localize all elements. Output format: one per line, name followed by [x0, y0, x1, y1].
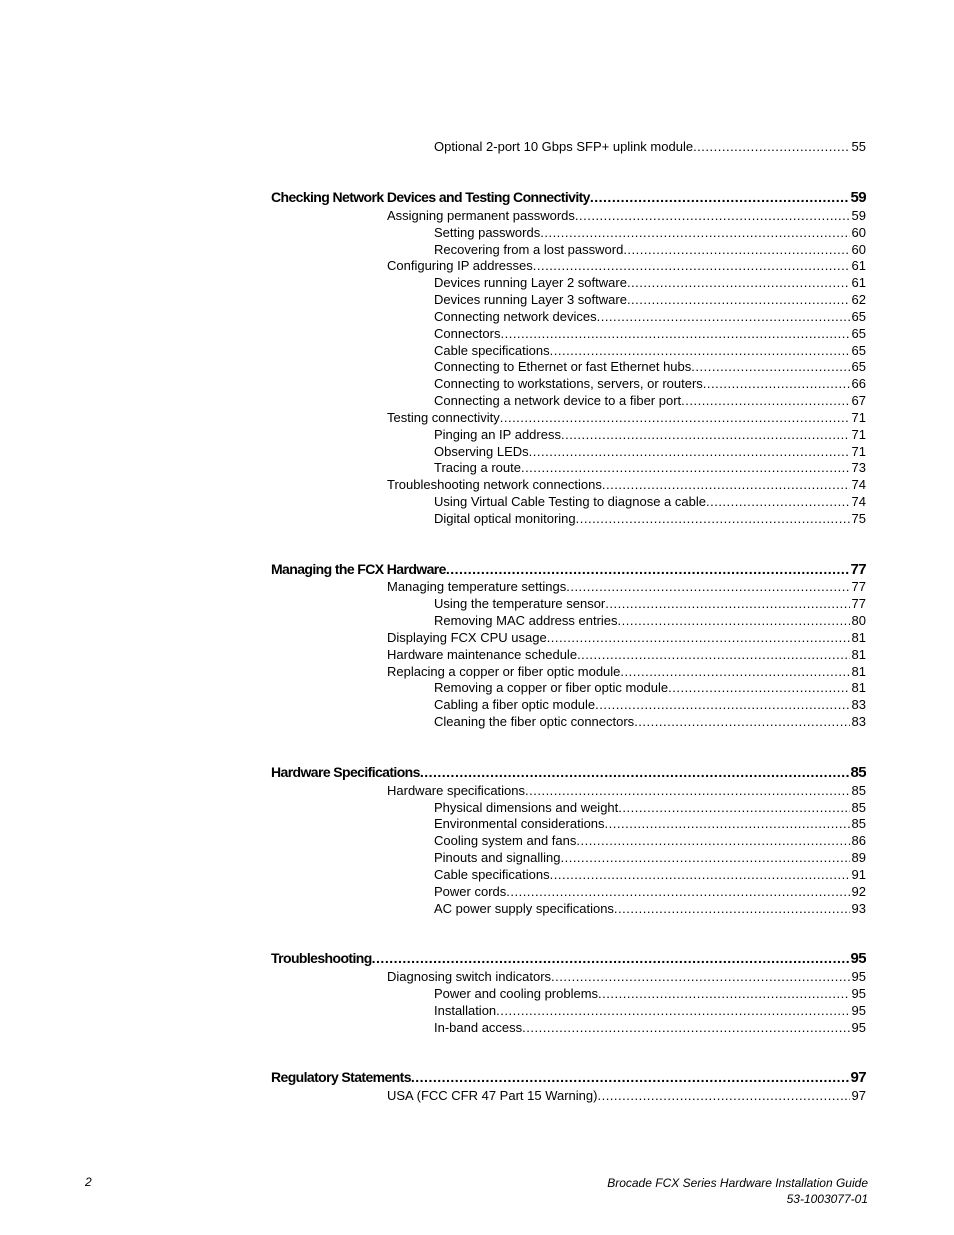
toc-entry-page: 71	[851, 444, 866, 459]
toc-entry-title: Power and cooling problems	[434, 986, 599, 1001]
toc-entry-title: Hardware maintenance schedule	[387, 647, 578, 662]
toc-entry-title: Removing MAC address entries	[434, 613, 618, 628]
toc-entry-title: Physical dimensions and weight	[434, 800, 619, 815]
toc-subsection-entry[interactable]	[434, 901, 866, 916]
toc-entry-title: Managing the FCX Hardware	[271, 561, 446, 577]
toc-section-entry[interactable]	[387, 783, 866, 798]
toc-subsection-entry[interactable]	[434, 680, 866, 695]
toc-subsection-entry[interactable]	[434, 275, 866, 290]
dot-leader	[618, 800, 849, 815]
dot-leader	[420, 764, 849, 780]
toc-subsection-entry[interactable]	[434, 225, 866, 240]
dot-leader	[525, 783, 850, 798]
dot-leader	[500, 326, 849, 341]
toc-entry-page: 75	[851, 511, 866, 526]
toc-entry-page: 73	[851, 460, 866, 475]
dot-leader	[561, 427, 850, 442]
toc-entry-page: 61	[851, 258, 866, 273]
toc-entry-title: Optional 2-port 10 Gbps SFP+ uplink module	[434, 139, 694, 154]
toc-entry-page: 59	[851, 208, 866, 223]
dot-leader	[693, 139, 849, 154]
toc-section-entry[interactable]	[387, 477, 866, 492]
toc-subsection-entry[interactable]	[434, 697, 866, 712]
toc-entry-title: In-band access	[434, 1020, 523, 1035]
toc-entry-page: 95	[850, 950, 866, 967]
toc-entry-page: 77	[850, 561, 866, 578]
dot-leader	[605, 816, 850, 831]
dot-leader	[411, 1069, 849, 1085]
toc-entry-page: 80	[851, 613, 866, 628]
toc-entry-title: Hardware Specifications	[271, 764, 420, 780]
dot-leader	[533, 258, 850, 273]
toc-section-entry[interactable]	[387, 579, 866, 594]
dot-leader	[597, 1088, 849, 1103]
toc-entry-page: 81	[851, 630, 866, 645]
guide-title: Brocade FCX Series Hardware Installation Guide	[607, 1176, 868, 1190]
toc-entry-page: 71	[851, 427, 866, 442]
toc-entry-page: 65	[851, 343, 866, 358]
toc-entry-page: 67	[851, 393, 866, 408]
toc-subsection-entry[interactable]	[434, 444, 866, 459]
toc-entry-title: Checking Network Devices and Testing Connectivity	[271, 189, 590, 205]
toc-subsection-entry[interactable]	[434, 494, 866, 509]
dot-leader	[598, 986, 849, 1001]
toc-entry-title: Diagnosing switch indicators	[387, 969, 552, 984]
toc-section-entry[interactable]	[387, 1088, 866, 1103]
toc-subsection-entry[interactable]	[434, 714, 866, 729]
toc-entry-page: 91	[851, 867, 866, 882]
toc-entry-title: Troubleshooting	[271, 950, 372, 966]
toc-subsection-entry[interactable]	[434, 359, 866, 374]
dot-leader	[540, 225, 849, 240]
toc-entry-title: Using Virtual Cable Testing to diagnose a cable	[434, 494, 706, 509]
toc-entry-page: 92	[851, 884, 866, 899]
doc-number: 53-1003077-01	[786, 1192, 868, 1206]
toc-entry-title: Managing temperature settings	[387, 579, 567, 594]
toc-entry-title: Power cords	[434, 884, 507, 899]
toc-entry-title: Pinging an IP address	[434, 427, 561, 442]
toc-subsection-entry[interactable]	[434, 1003, 866, 1018]
toc-entry-title: Troubleshooting network connections	[387, 477, 602, 492]
toc-chapter-entry[interactable]	[271, 189, 866, 206]
toc-chapter-entry[interactable]	[271, 764, 866, 781]
toc-entry-page: 81	[851, 647, 866, 662]
dot-leader	[691, 359, 849, 374]
toc-entry-title: AC power supply specifications	[434, 901, 614, 916]
toc-subsection-entry[interactable]	[434, 884, 866, 899]
dot-leader	[623, 242, 849, 257]
dot-leader	[590, 189, 849, 205]
dot-leader	[703, 376, 850, 391]
toc-chapter-entry[interactable]	[271, 950, 866, 967]
toc-subsection-entry[interactable]	[434, 376, 866, 391]
dot-leader	[506, 884, 849, 899]
toc-entry-page: 95	[851, 1003, 866, 1018]
toc-entry-page: 60	[851, 242, 866, 257]
toc-entry-page: 85	[850, 764, 866, 781]
toc-entry-title: Testing connectivity	[387, 410, 500, 425]
toc-entry-title: Cleaning the fiber optic connectors	[434, 714, 635, 729]
toc-entry-page: 65	[851, 309, 866, 324]
toc-entry-title: Connectors	[434, 326, 501, 341]
dot-leader	[668, 680, 849, 695]
dot-leader	[566, 579, 849, 594]
toc-chapter-entry[interactable]	[271, 1069, 866, 1086]
toc-entry-page: 65	[851, 359, 866, 374]
toc-subsection-entry[interactable]	[434, 343, 866, 358]
toc-subsection-entry[interactable]	[434, 460, 866, 475]
toc-entry-page: 85	[851, 800, 866, 815]
dot-leader	[605, 596, 849, 611]
toc-entry-title: Observing LEDs	[434, 444, 529, 459]
toc-entry-page: 95	[851, 969, 866, 984]
toc-entry-page: 86	[851, 833, 866, 848]
dot-leader	[521, 460, 850, 475]
toc-entry-page: 60	[851, 225, 866, 240]
toc-section-entry[interactable]	[387, 258, 866, 273]
toc-entry-title: Connecting a network device to a fiber port	[434, 393, 682, 408]
dot-leader	[550, 343, 850, 358]
toc-subsection-entry[interactable]	[434, 613, 866, 628]
dot-leader	[575, 208, 850, 223]
toc-entry-page: 81	[851, 680, 866, 695]
toc-entry-title: Cable specifications	[434, 867, 550, 882]
toc-entry-title: Regulatory Statements	[271, 1069, 411, 1085]
toc-entry-title: Connecting to workstations, servers, or routers	[434, 376, 703, 391]
dot-leader	[560, 850, 849, 865]
toc-entry-page: 93	[851, 901, 866, 916]
toc-entry-page: 77	[851, 596, 866, 611]
toc-subsection-entry[interactable]	[434, 1020, 866, 1035]
dot-leader	[597, 309, 850, 324]
dot-leader	[500, 410, 850, 425]
toc-subsection-entry[interactable]	[434, 816, 866, 831]
toc-subsection-entry[interactable]	[434, 242, 866, 257]
toc-section-entry[interactable]	[387, 630, 866, 645]
toc-entry-title: Pinouts and signalling	[434, 850, 561, 865]
toc-entry-title: Displaying FCX CPU usage	[387, 630, 547, 645]
toc-subsection-entry[interactable]	[434, 393, 866, 408]
toc-subsection-entry[interactable]	[434, 427, 866, 442]
dot-leader	[620, 664, 849, 679]
dot-leader	[547, 630, 850, 645]
toc-subsection-entry[interactable]	[434, 139, 866, 154]
dot-leader	[446, 561, 849, 577]
toc-section-entry[interactable]	[387, 664, 866, 679]
footer-info	[607, 1175, 868, 1207]
toc-subsection-entry[interactable]	[434, 986, 866, 1001]
toc-entry-page: 74	[851, 477, 866, 492]
toc-entry-page: 65	[851, 326, 866, 341]
toc-entry-page: 61	[851, 275, 866, 290]
dot-leader	[627, 292, 850, 307]
toc-entry-title: Assigning permanent passwords	[387, 208, 575, 223]
dot-leader	[706, 494, 850, 509]
toc-entry-page: 85	[851, 816, 866, 831]
toc-entry-page: 89	[851, 850, 866, 865]
dot-leader	[614, 901, 850, 916]
dot-leader	[595, 697, 849, 712]
toc-entry-title: Tracing a route	[434, 460, 521, 475]
toc-subsection-entry[interactable]	[434, 833, 866, 848]
toc-section-entry[interactable]	[387, 410, 866, 425]
dot-leader	[550, 867, 850, 882]
toc-entry-title: Connecting network devices	[434, 309, 597, 324]
toc-entry-title: Digital optical monitoring	[434, 511, 576, 526]
toc-entry-title: Environmental considerations	[434, 816, 605, 831]
toc-section-entry[interactable]	[387, 969, 866, 984]
toc-entry-title: Cable specifications	[434, 343, 550, 358]
toc-entry-title: Connecting to Ethernet or fast Ethernet hubs	[434, 359, 692, 374]
dot-leader	[681, 393, 849, 408]
toc-subsection-entry[interactable]	[434, 867, 866, 882]
toc-entry-page: 71	[851, 410, 866, 425]
toc-subsection-entry[interactable]	[434, 511, 866, 526]
toc-entry-title: Installation	[434, 1003, 497, 1018]
toc-entry-page: 97	[850, 1069, 866, 1086]
toc-subsection-entry[interactable]	[434, 326, 866, 341]
toc-entry-title: Recovering from a lost password	[434, 242, 624, 257]
toc-entry-title: USA (FCC CFR 47 Part 15 Warning)	[387, 1088, 598, 1103]
dot-leader	[627, 275, 850, 290]
toc-entry-title: Devices running Layer 3 software	[434, 292, 627, 307]
toc-entry-title: Setting passwords	[434, 225, 541, 240]
toc-entry-page: 95	[851, 986, 866, 1001]
toc-entry-title: Using the temperature sensor	[434, 596, 606, 611]
dot-leader	[496, 1003, 849, 1018]
toc-entry-title: Hardware specifications	[387, 783, 526, 798]
dot-leader	[551, 969, 850, 984]
toc-entry-page: 55	[851, 139, 866, 154]
dot-leader	[576, 511, 850, 526]
dot-leader	[522, 1020, 849, 1035]
toc-entry-page: 95	[851, 1020, 866, 1035]
dot-leader	[634, 714, 849, 729]
toc-entry-page: 77	[851, 579, 866, 594]
toc-entry-title: Devices running Layer 2 software	[434, 275, 627, 290]
toc-subsection-entry[interactable]	[434, 309, 866, 324]
dot-leader	[372, 950, 849, 966]
dot-leader	[602, 477, 850, 492]
toc-entry-title: Configuring IP addresses	[387, 258, 533, 273]
toc-subsection-entry[interactable]	[434, 800, 866, 815]
toc-entry-title: Removing a copper or fiber optic module	[434, 680, 669, 695]
toc-entry-page: 83	[851, 697, 866, 712]
dot-leader	[576, 833, 849, 848]
toc-entry-title: Replacing a copper or fiber optic module	[387, 664, 621, 679]
toc-entry-page: 62	[851, 292, 866, 307]
dot-leader	[618, 613, 850, 628]
toc-entry-page: 83	[851, 714, 866, 729]
toc-section-entry[interactable]	[387, 647, 866, 662]
toc-chapter-entry[interactable]	[271, 561, 866, 578]
toc-entry-page: 97	[851, 1088, 866, 1103]
toc-subsection-entry[interactable]	[434, 596, 866, 611]
toc-subsection-entry[interactable]	[434, 850, 866, 865]
dot-leader	[577, 647, 849, 662]
dot-leader	[529, 444, 850, 459]
toc-section-entry[interactable]	[387, 208, 866, 223]
toc-subsection-entry[interactable]	[434, 292, 866, 307]
toc-entry-page: 66	[851, 376, 866, 391]
toc-entry-page: 81	[851, 664, 866, 679]
toc-entry-page: 59	[850, 189, 866, 206]
toc-entry-title: Cabling a fiber optic module	[434, 697, 596, 712]
toc-entry-page: 85	[851, 783, 866, 798]
page-number: 2	[85, 1175, 92, 1189]
toc-entry-page: 74	[851, 494, 866, 509]
toc-entry-title: Cooling system and fans	[434, 833, 577, 848]
